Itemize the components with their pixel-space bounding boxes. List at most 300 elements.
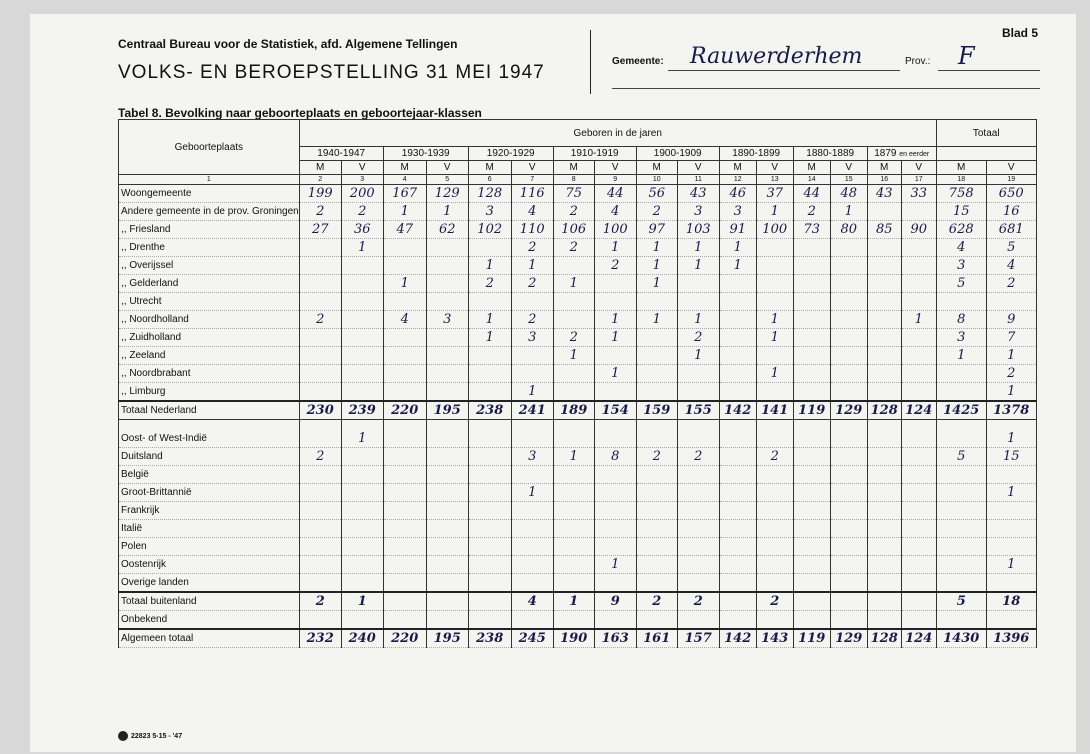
handwritten-value: 43 [867, 185, 901, 203]
handwritten-value: 116 [511, 185, 553, 203]
handwritten-value: 232 [299, 629, 341, 648]
spacer-cell [719, 420, 756, 431]
spacer-cell [756, 420, 793, 431]
period-label: 1890-1899 [732, 148, 781, 159]
handwritten-value [719, 347, 756, 365]
spacer-cell [986, 420, 1036, 431]
handwritten-value [793, 275, 830, 293]
sex-header-v: V [677, 161, 719, 175]
handwritten-value [511, 556, 553, 574]
handwritten-value [793, 484, 830, 502]
handwritten-value [867, 484, 901, 502]
handwritten-value [677, 538, 719, 556]
handwritten-value: 8 [936, 311, 986, 329]
handwritten-value: 2 [677, 592, 719, 611]
handwritten-value [383, 448, 426, 466]
handwritten-value: 1 [636, 311, 677, 329]
handwritten-value: 1 [986, 556, 1036, 574]
row-label: ,, Drenthe [119, 239, 300, 257]
period-header [299, 147, 383, 161]
handwritten-value: 1 [594, 365, 636, 383]
handwritten-value [901, 556, 936, 574]
handwritten-value [867, 430, 901, 448]
handwritten-value: 2 [553, 239, 594, 257]
handwritten-value [793, 520, 830, 538]
handwritten-value [299, 329, 341, 347]
handwritten-value: 1 [719, 257, 756, 275]
handwritten-value [426, 502, 468, 520]
handwritten-value [383, 484, 426, 502]
handwritten-value [468, 347, 511, 365]
table-row [119, 448, 1037, 466]
handwritten-value [426, 611, 468, 630]
handwritten-value [677, 502, 719, 520]
handwritten-value: 230 [299, 401, 341, 420]
handwritten-value: 3 [426, 311, 468, 329]
column-number: 16 [867, 175, 901, 185]
handwritten-value [383, 574, 426, 593]
table-row [119, 538, 1037, 556]
handwritten-value: 1430 [936, 629, 986, 648]
province-line [938, 70, 1040, 71]
handwritten-value [756, 347, 793, 365]
province-label: Prov.: [905, 56, 931, 67]
handwritten-value: 241 [511, 401, 553, 420]
spacer-cell [383, 420, 426, 431]
handwritten-value: 161 [636, 629, 677, 648]
handwritten-value: 2 [756, 592, 793, 611]
handwritten-value [756, 538, 793, 556]
table-row [119, 520, 1037, 538]
handwritten-value [341, 383, 383, 402]
handwritten-value: 159 [636, 401, 677, 420]
handwritten-value: 1 [636, 275, 677, 293]
handwritten-value [986, 466, 1036, 484]
column-number: 6 [468, 175, 511, 185]
handwritten-value [426, 293, 468, 311]
handwritten-value [511, 293, 553, 311]
handwritten-value [756, 466, 793, 484]
handwritten-value: 36 [341, 221, 383, 239]
handwritten-value [830, 484, 867, 502]
handwritten-value [636, 293, 677, 311]
handwritten-value [901, 538, 936, 556]
handwritten-value: 1 [511, 257, 553, 275]
handwritten-value: 154 [594, 401, 636, 420]
handwritten-value [553, 538, 594, 556]
handwritten-value [830, 257, 867, 275]
handwritten-value: 2 [511, 275, 553, 293]
handwritten-value [677, 520, 719, 538]
handwritten-value [341, 275, 383, 293]
handwritten-value: 239 [341, 401, 383, 420]
handwritten-value [793, 448, 830, 466]
handwritten-value [426, 538, 468, 556]
handwritten-value [426, 556, 468, 574]
column-number: 18 [936, 175, 986, 185]
handwritten-value: 2 [636, 448, 677, 466]
handwritten-value: 2 [636, 203, 677, 221]
column-number: 1 [119, 175, 300, 185]
handwritten-value: 1 [511, 383, 553, 402]
handwritten-value [511, 574, 553, 593]
handwritten-value: 1 [986, 383, 1036, 402]
handwritten-value: 103 [677, 221, 719, 239]
handwritten-value [793, 592, 830, 611]
gemeente-label: Gemeente: [612, 56, 664, 67]
spacer-cell [793, 420, 830, 431]
handwritten-value [867, 203, 901, 221]
handwritten-value [677, 275, 719, 293]
handwritten-value: 5 [936, 448, 986, 466]
period-suffix: en eerder [899, 151, 930, 158]
handwritten-value [936, 502, 986, 520]
sex-header-v: V [426, 161, 468, 175]
table-row [119, 556, 1037, 574]
handwritten-value [901, 574, 936, 593]
handwritten-value [426, 484, 468, 502]
table-row [119, 574, 1037, 593]
column-number: 13 [756, 175, 793, 185]
handwritten-value [468, 502, 511, 520]
sex-header-v: V [901, 161, 936, 175]
handwritten-value: 129 [830, 401, 867, 420]
handwritten-value: 9 [594, 592, 636, 611]
handwritten-value: 1 [986, 430, 1036, 448]
handwritten-value [299, 556, 341, 574]
handwritten-value [383, 293, 426, 311]
handwritten-value [468, 466, 511, 484]
handwritten-value: 4 [936, 239, 986, 257]
row-label: ,, Utrecht [119, 293, 300, 311]
handwritten-value: 18 [986, 592, 1036, 611]
handwritten-value [341, 257, 383, 275]
handwritten-value: 62 [426, 221, 468, 239]
handwritten-value [636, 365, 677, 383]
handwritten-value: 1 [636, 239, 677, 257]
handwritten-value [793, 347, 830, 365]
table-row [119, 239, 1037, 257]
handwritten-value: 2 [299, 592, 341, 611]
handwritten-value [383, 329, 426, 347]
handwritten-value [383, 257, 426, 275]
handwritten-value: 1 [341, 430, 383, 448]
handwritten-value: 1 [594, 556, 636, 574]
handwritten-value [830, 311, 867, 329]
handwritten-value: 157 [677, 629, 719, 648]
handwritten-value [830, 329, 867, 347]
handwritten-value [468, 538, 511, 556]
handwritten-value [511, 430, 553, 448]
handwritten-value: 4 [594, 203, 636, 221]
handwritten-value: 1 [341, 239, 383, 257]
handwritten-value [793, 311, 830, 329]
handwritten-value [793, 329, 830, 347]
period-label: 1900-1909 [653, 148, 702, 159]
handwritten-value [553, 365, 594, 383]
handwritten-value [468, 556, 511, 574]
handwritten-value [594, 466, 636, 484]
handwritten-value [986, 520, 1036, 538]
handwritten-value [719, 430, 756, 448]
handwritten-value [553, 293, 594, 311]
handwritten-value [299, 293, 341, 311]
handwritten-value [986, 502, 1036, 520]
row-label: Overige landen [119, 574, 300, 593]
handwritten-value: 124 [901, 401, 936, 420]
handwritten-value [756, 520, 793, 538]
handwritten-value [594, 574, 636, 593]
handwritten-value: 1 [936, 347, 986, 365]
handwritten-value: 102 [468, 221, 511, 239]
row-label: ,, Zuidholland [119, 329, 300, 347]
handwritten-value [867, 611, 901, 630]
table-row [119, 293, 1037, 311]
column-number: 8 [553, 175, 594, 185]
handwritten-value [830, 574, 867, 593]
spacer-cell [426, 420, 468, 431]
column-number: 7 [511, 175, 553, 185]
row-label: België [119, 466, 300, 484]
handwritten-value: 90 [901, 221, 936, 239]
handwritten-value: 1 [594, 239, 636, 257]
column-number: 4 [383, 175, 426, 185]
row-label: ,, Noordholland [119, 311, 300, 329]
row-label: Frankrijk [119, 502, 300, 520]
handwritten-value [719, 520, 756, 538]
handwritten-value [901, 329, 936, 347]
handwritten-value [936, 520, 986, 538]
handwritten-value: 2 [299, 448, 341, 466]
handwritten-value: 2 [986, 275, 1036, 293]
handwritten-value [830, 293, 867, 311]
table-row [119, 365, 1037, 383]
handwritten-value [383, 556, 426, 574]
sex-header-m: M [383, 161, 426, 175]
handwritten-value [901, 203, 936, 221]
handwritten-value [636, 466, 677, 484]
handwritten-value [383, 502, 426, 520]
handwritten-value: 9 [986, 311, 1036, 329]
handwritten-value [830, 365, 867, 383]
handwritten-value [677, 556, 719, 574]
handwritten-value [756, 257, 793, 275]
column-number: 2 [299, 175, 341, 185]
handwritten-value: 2 [636, 592, 677, 611]
handwritten-value: 1 [468, 311, 511, 329]
handwritten-value [594, 383, 636, 402]
handwritten-value: 1 [756, 311, 793, 329]
col-header-place: Geboorteplaats [119, 120, 300, 175]
handwritten-value [341, 347, 383, 365]
row-label: Groot-Brittannië [119, 484, 300, 502]
handwritten-value: 1 [468, 329, 511, 347]
handwritten-value [793, 556, 830, 574]
handwritten-value [426, 257, 468, 275]
handwritten-value [341, 448, 383, 466]
header-rule [612, 88, 1040, 89]
handwritten-value [553, 466, 594, 484]
table-row [119, 502, 1037, 520]
handwritten-value [594, 275, 636, 293]
handwritten-value [867, 520, 901, 538]
period-label: 1920-1929 [486, 148, 535, 159]
handwritten-value: 3 [511, 329, 553, 347]
spacer-cell [468, 420, 511, 431]
handwritten-value: 195 [426, 401, 468, 420]
handwritten-value: 200 [341, 185, 383, 203]
spacer-cell [119, 420, 300, 431]
handwritten-value: 238 [468, 629, 511, 648]
handwritten-value: 47 [383, 221, 426, 239]
printer-logo-icon [118, 731, 128, 741]
handwritten-value: 141 [756, 401, 793, 420]
handwritten-value: 3 [677, 203, 719, 221]
handwritten-value: 16 [986, 203, 1036, 221]
handwritten-value [719, 574, 756, 593]
row-label: Woongemeente [119, 185, 300, 203]
spacer-cell [901, 420, 936, 431]
row-label: Oostenrijk [119, 556, 300, 574]
handwritten-value: 2 [677, 329, 719, 347]
handwritten-value [468, 574, 511, 593]
handwritten-value [426, 592, 468, 611]
handwritten-value [867, 502, 901, 520]
handwritten-value [511, 520, 553, 538]
row-label: Algemeen totaal [119, 629, 300, 648]
handwritten-value [756, 430, 793, 448]
table-row [119, 185, 1037, 203]
handwritten-value: 128 [468, 185, 511, 203]
table-row [119, 466, 1037, 484]
handwritten-value [830, 430, 867, 448]
handwritten-value [553, 430, 594, 448]
handwritten-value: 142 [719, 629, 756, 648]
period-header [793, 147, 867, 161]
handwritten-value [901, 383, 936, 402]
handwritten-value [793, 365, 830, 383]
handwritten-value [383, 592, 426, 611]
handwritten-value [867, 257, 901, 275]
handwritten-value [511, 365, 553, 383]
handwritten-value: 1 [553, 275, 594, 293]
handwritten-value [830, 556, 867, 574]
print-stamp-text: 22823 5-15 - '47 [131, 732, 183, 740]
population-table [118, 119, 1037, 648]
handwritten-value: 163 [594, 629, 636, 648]
period-header [553, 147, 636, 161]
handwritten-value: 37 [756, 185, 793, 203]
handwritten-value: 1396 [986, 629, 1036, 648]
handwritten-value [341, 574, 383, 593]
handwritten-value: 1 [756, 365, 793, 383]
handwritten-value [936, 430, 986, 448]
handwritten-value [719, 365, 756, 383]
handwritten-value: 2 [511, 311, 553, 329]
table-row [119, 257, 1037, 275]
period-label: 1880-1889 [806, 148, 855, 159]
handwritten-value [594, 520, 636, 538]
row-label: ,, Zeeland [119, 347, 300, 365]
handwritten-value [677, 611, 719, 630]
handwritten-value: 245 [511, 629, 553, 648]
handwritten-value [468, 365, 511, 383]
row-label: Polen [119, 538, 300, 556]
handwritten-value [468, 293, 511, 311]
handwritten-value [553, 484, 594, 502]
period-label: 1879 [874, 148, 897, 159]
handwritten-value: 1 [677, 239, 719, 257]
handwritten-value: 1 [468, 257, 511, 275]
handwritten-value [793, 293, 830, 311]
handwritten-value: 2 [341, 203, 383, 221]
handwritten-value: 2 [468, 275, 511, 293]
handwritten-value: 5 [936, 592, 986, 611]
table-row [119, 275, 1037, 293]
handwritten-value: 46 [719, 185, 756, 203]
sex-header-v: V [511, 161, 553, 175]
handwritten-value [511, 611, 553, 630]
handwritten-value: 119 [793, 629, 830, 648]
handwritten-value [341, 365, 383, 383]
handwritten-value [426, 347, 468, 365]
handwritten-value [341, 466, 383, 484]
handwritten-value [553, 574, 594, 593]
column-number: 5 [426, 175, 468, 185]
row-label: ,, Gelderland [119, 275, 300, 293]
handwritten-value [756, 502, 793, 520]
sex-header-m: M [793, 161, 830, 175]
period-header [719, 147, 793, 161]
handwritten-value [426, 383, 468, 402]
handwritten-value [299, 365, 341, 383]
sex-header-m: M [719, 161, 756, 175]
handwritten-value: 124 [901, 629, 936, 648]
handwritten-value [341, 329, 383, 347]
handwritten-value [719, 592, 756, 611]
handwritten-value: 2 [793, 203, 830, 221]
table-row [119, 383, 1037, 402]
handwritten-value [468, 592, 511, 611]
page-number: Blad 5 [1002, 26, 1039, 40]
handwritten-value [636, 574, 677, 593]
handwritten-value [793, 502, 830, 520]
spacer-cell [936, 420, 986, 431]
handwritten-value [341, 293, 383, 311]
handwritten-value [901, 520, 936, 538]
table-row [119, 221, 1037, 239]
handwritten-value: 1 [553, 448, 594, 466]
period-label: 1910-1919 [570, 148, 619, 159]
handwritten-value: 1 [719, 239, 756, 257]
handwritten-value: 1 [677, 311, 719, 329]
sex-header-m: M [299, 161, 341, 175]
handwritten-value: 142 [719, 401, 756, 420]
handwritten-value: 56 [636, 185, 677, 203]
handwritten-value [511, 502, 553, 520]
row-label: ,, Overijssel [119, 257, 300, 275]
handwritten-value [793, 383, 830, 402]
handwritten-value: 628 [936, 221, 986, 239]
spacer-cell [553, 420, 594, 431]
handwritten-value: 1 [901, 311, 936, 329]
handwritten-value [901, 257, 936, 275]
handwritten-value: 3 [468, 203, 511, 221]
handwritten-value [299, 257, 341, 275]
handwritten-value [936, 293, 986, 311]
handwritten-value [719, 383, 756, 402]
handwritten-value [426, 329, 468, 347]
